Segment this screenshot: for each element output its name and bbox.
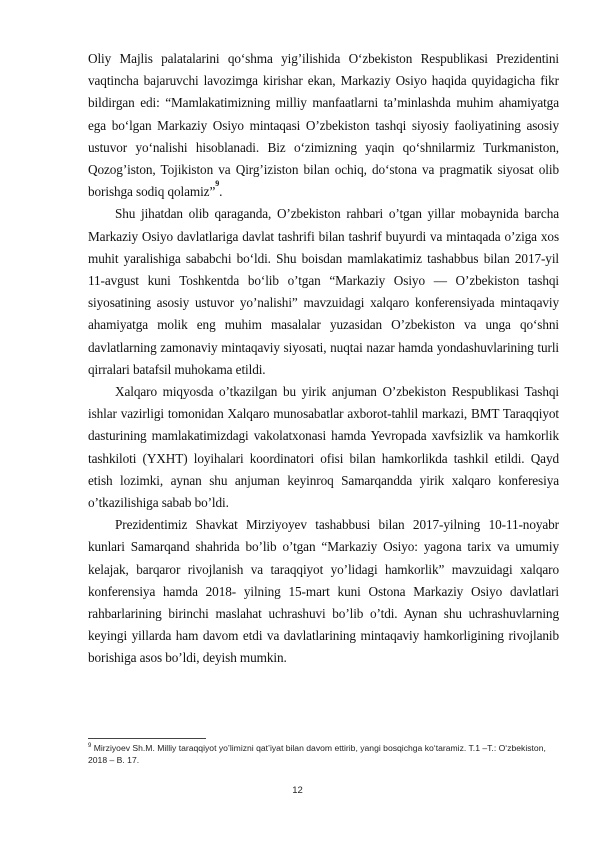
footnote-text: Mirziyoev Sh.M. Milliy taraqqiyot yo’limizni qat’iyat bilan davom ettirib, yangi bosqichga ko‘taramiz. T.1 –T.: O‘zbekiston, 2018 – B. 17.	[88, 743, 546, 765]
footnote-divider	[88, 738, 206, 739]
paragraph-1	[88, 48, 559, 203]
page-number: 12	[292, 785, 303, 796]
page-body	[88, 48, 559, 670]
paragraph-1-tail: .	[219, 184, 223, 200]
footnote	[88, 742, 559, 766]
paragraph-4: Prezidentimiz Shavkat Mirziyoyev tashabbusi bilan 2017-yilning 10-11-noyabr kunlari Samarqand shahrida bo’lib o’tgan “Markaziy Osiyo: yagona tarix va umumiy kelajak, barqaror rivojlanish va taraqqiyot yo’lidagi hamkorlik” mavzuidagi xalqaro konferensiya hamda 2018- yilning 15-mart kuni Ostona Markaziy Osiyo davlatlari rahbarlarining birinchi maslahat uchrashuvi bo’lib o’tdi. Aynan shu uchrashuvlarning keyingi yillarda ham davom etdi va davlatlarining mintaqaviy hamkorligining rivojlanib borishiga asos bo’ldi, deyish mumkin.	[88, 517, 559, 666]
footnote-number: 9	[88, 743, 92, 749]
footnote-reference[interactable]: 9	[215, 178, 220, 188]
paragraph-2: Shu jihatdan olib qaraganda, O’zbekiston rahbari o’tgan yillar mobaynida barcha Markaziy Osiyo davlatlariga davlat tashrifi bilan tashrif buyurdi va mintaqada o’ziga xos muhit yaralishiga sababchi bo‘ldi. Shu boisdan mamlakatimiz tashabbus bilan 2017-yil 11-avgust kuni Toshkentda bo‘lib o’tgan “Markaziy Osiyo — O’zbekiston tashqi siyosatining asosiy ustuvor yo’nalishi” mavzuidagi xalqaro konferensiyada mintaqaviy ahamiyatga molik eng muhim masalalar yuzasidan O’zbekiston va unga qo‘shni davlatlarning zamonaviy mintaqaviy siyosati, nuqtai nazar hamda yondashuvlarining turli qirralari batafsil muhokama etildi.	[88, 206, 559, 377]
paragraph-1-text: Oliy Majlis palatalarini qo‘shma yig’ilishida O‘zbekiston Respublikasi Prezidentini vaqtincha bajaruvchi lavozimga kirishar ekan, Markaziy Osiyo haqida quyidagicha fikr bildirgan edi: “Mamlakatimizning milliy manfaatlarni ta’minlashda muhim ahamiyatga ega bo‘lgan Markaziy Osiyo mintaqasi O’zbekiston tashqi siyosiy faoliyatining asosiy ustuvor yo‘nalishi hisoblanadi. Biz o‘zimizning yaqin qo‘shnilarmiz Turkmaniston, Qozog’iston, Tojikiston va Qirg’iziston bilan ochiq, do‘stona va pragmatik siyosat olib borishga sodiq qolamiz”	[88, 51, 559, 200]
paragraph-3: Xalqaro miqyosda o’tkazilgan bu yirik anjuman O’zbekiston Respublikasi Tashqi ishlar vazirligi tomonidan Xalqaro munosabatlar axborot-tahlil markazi, BMT Taraqqiyot dasturining mamlakatimizdagi vakolatxonasi hamda Yevropada xavfsizlik va hamkorlik tashkiloti (YXHT) loyihalari koordinatori ofisi bilan hamkorlikda tashkil etildi. Qayd etish lozimki, aynan shu anjuman keyinroq Samarqandda yirik xalqaro konferesiya o’tkazilishiga sabab bo’ldi.	[88, 384, 559, 511]
